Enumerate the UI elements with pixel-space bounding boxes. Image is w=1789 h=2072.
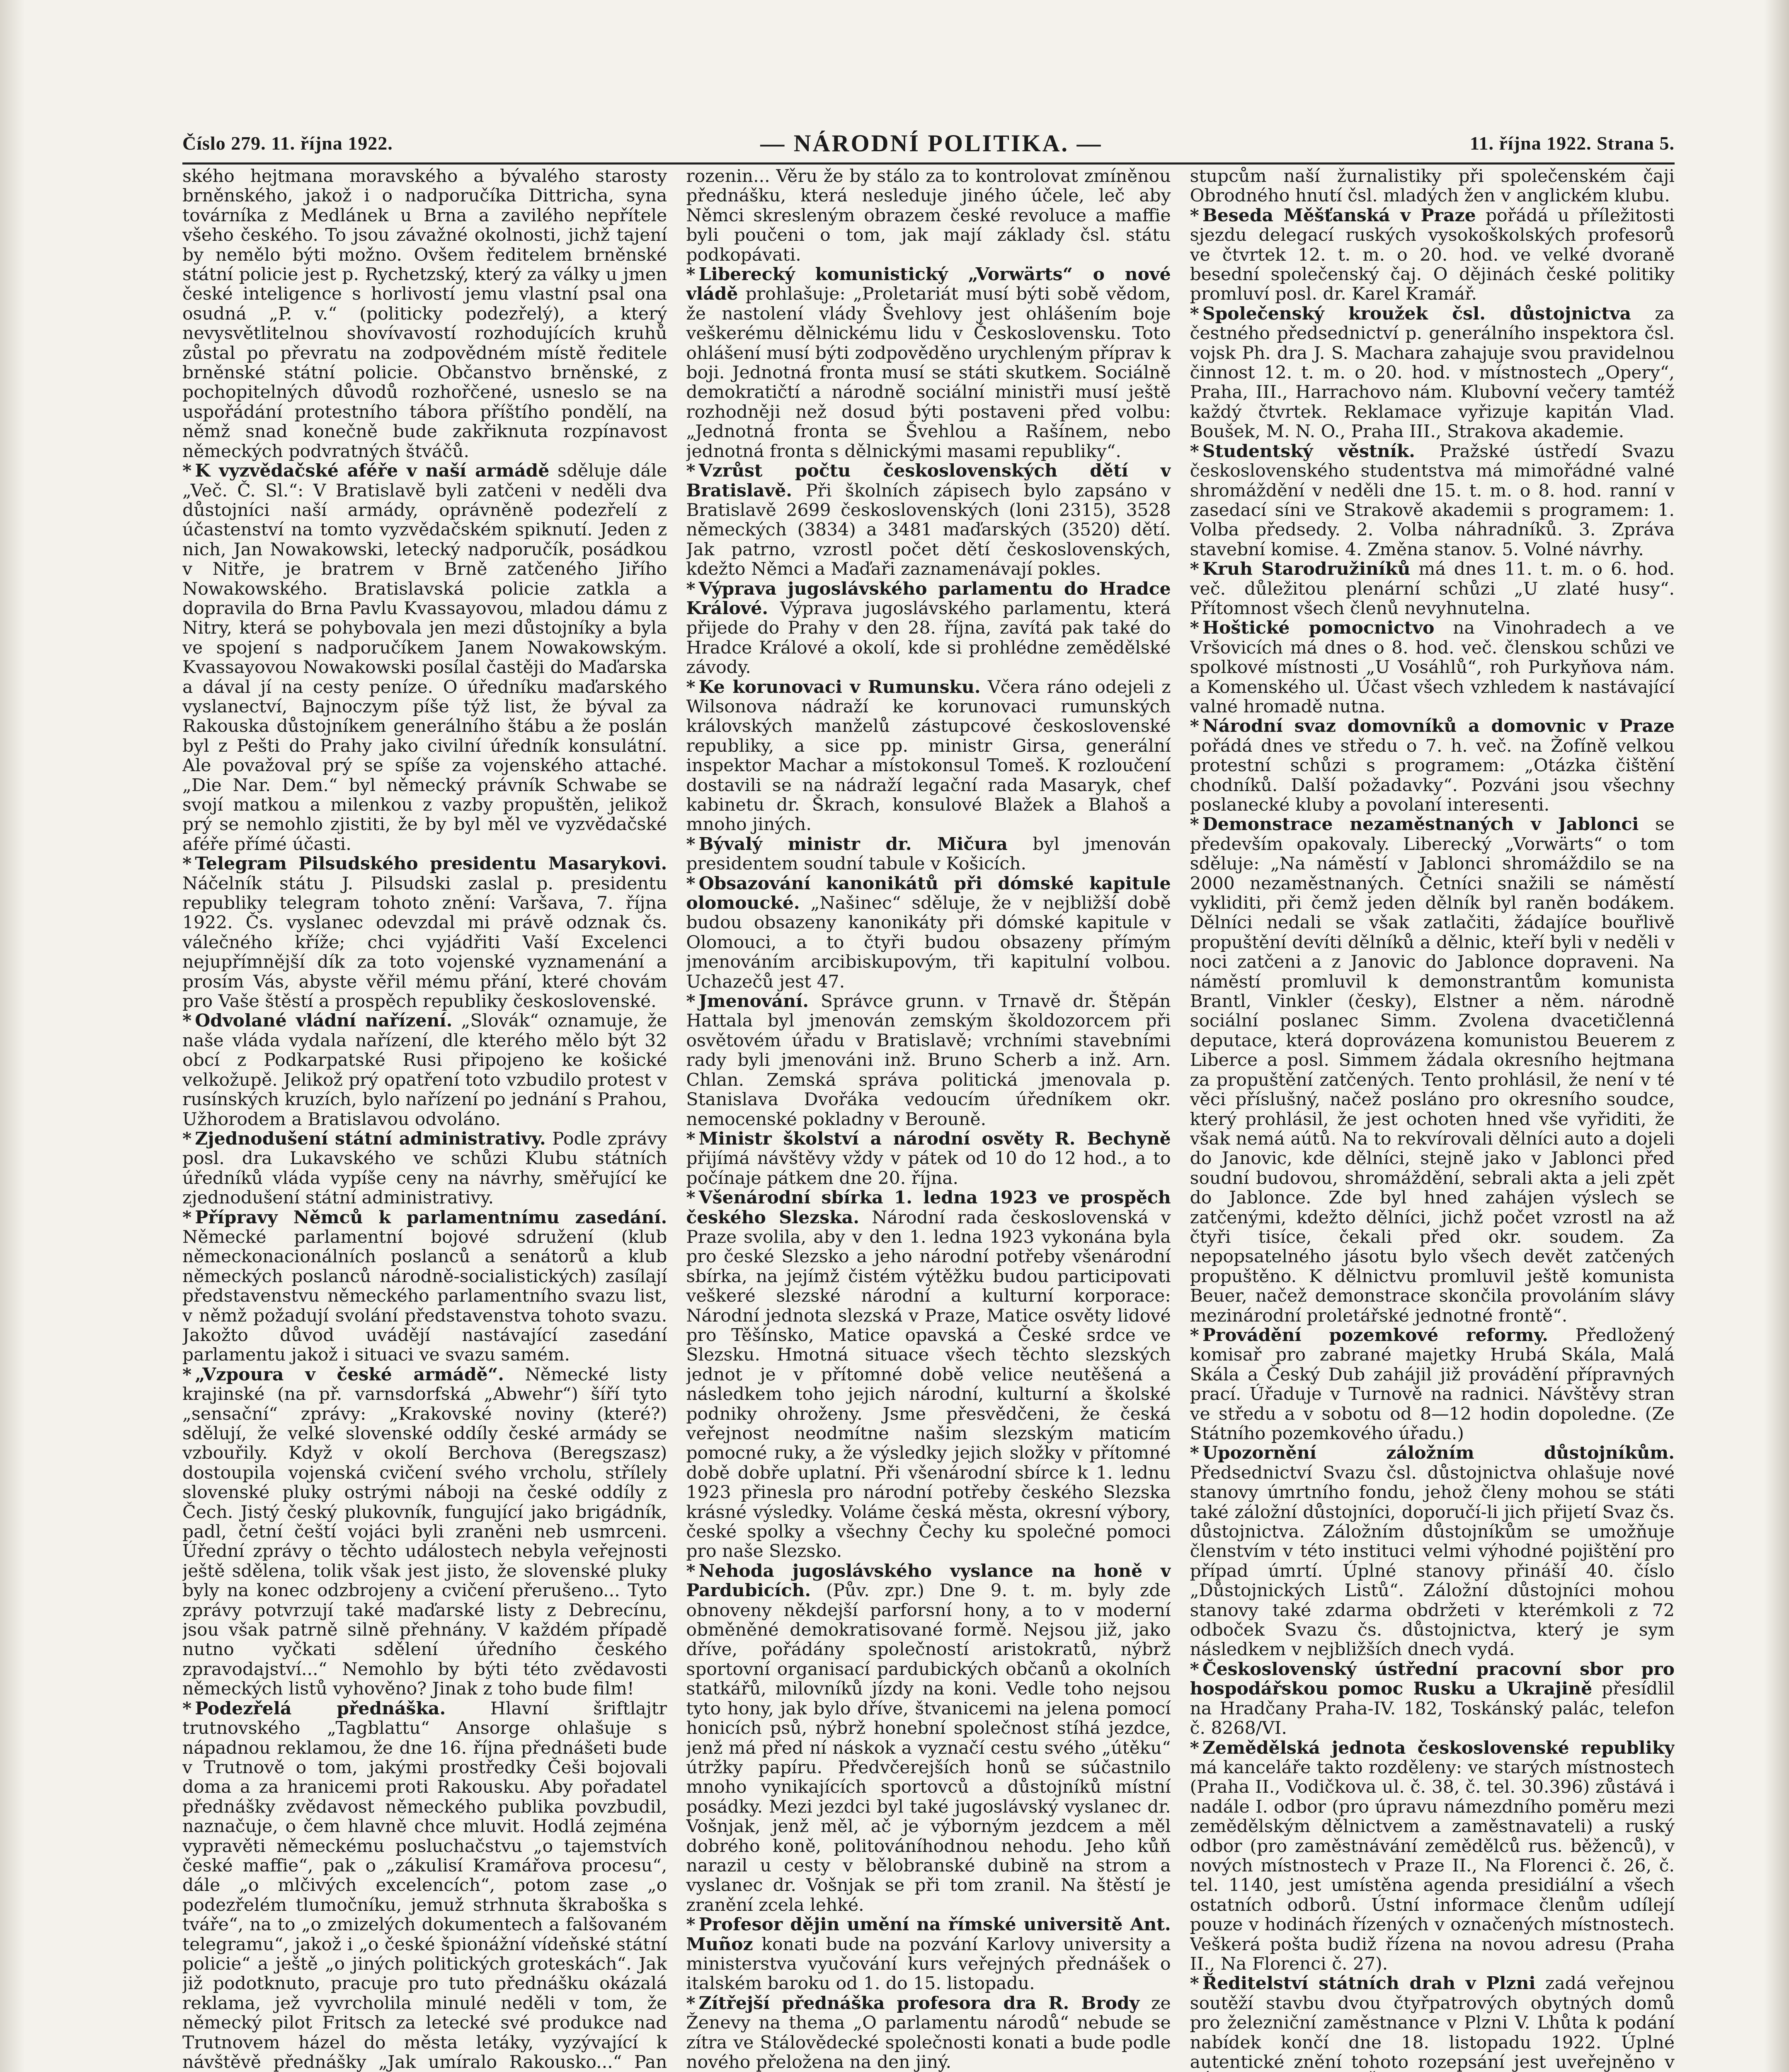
article-a1 <box>182 461 667 854</box>
article-headline: Nehoda jugoslávského vyslance na honě v Pardubicích. <box>686 1560 1171 1601</box>
column-2 <box>686 167 1171 2072</box>
date-and-page: 11. října 1922. Strana 5. <box>1470 132 1675 154</box>
article-a8 <box>686 167 1171 265</box>
article-headline: Beseda Měšťanská v Praze <box>1202 205 1476 226</box>
issue-number: Číslo 279. 11. října 1922. <box>182 132 393 154</box>
article-a35 <box>1190 1974 1675 2072</box>
article-headline: Bývalý ministr dr. Mičura <box>698 833 1008 854</box>
article-columns <box>182 167 1675 2072</box>
article-a14 <box>686 874 1171 992</box>
asterisk-icon: * <box>1190 617 1199 639</box>
asterisk-icon: * <box>182 460 192 482</box>
article-a33 <box>1190 1660 1675 1738</box>
article-headline: Zjednodušení státní administrativy. <box>195 1128 546 1149</box>
article-a19 <box>686 1915 1171 1994</box>
article-a32 <box>1190 1443 1675 1659</box>
asterisk-icon: * <box>182 853 192 874</box>
article-body: za čestného předsednictví p. generálního inspektora čsl. vojsk Ph. dra J. S. Machara zahajuje svou pravidelnou činnost 12. t. m. o 20. hod. v místnostech „Opery“, Praha, III., Harrachovo nám. Klubovní večery tamtéž každý čtvrtek. Reklamace vyřizuje kapitán Vlad. Boušek, M. N. O., Praha III., Strakova akademie. <box>1190 303 1675 442</box>
article-headline: Profesor dějin umění na římské universitě Ant. Muñoz <box>686 1914 1171 1955</box>
article-body: Předsednictví Svazu čsl. důstojnictva ohlašuje nové stanovy úmrtního fondu, jehož členy mohou se státi také záložní důstojníci, doporučí-li jich přijetí Svaz čs. důstojnictva. Záložním důstojníkům se umožňuje členstvím v této instituci velmi výhodné pojištění pro případ úmrtí. Úplné stanovy přináší 40. číslo „Důstojnických Listů“. Záložní důstojníci mohou stanovy také zdarma obdržeti v kterémkoli z 72 odboček Svazu čs. důstojnictva, který je sym následkem v nejbližších dnech vydá. <box>1190 1462 1675 1660</box>
article-headline: Provádění pozemkové reformy. <box>1202 1324 1549 1346</box>
article-headline: Vzrůst počtu československých dětí v Bratislavě. <box>686 460 1171 501</box>
asterisk-icon: * <box>1190 559 1199 580</box>
asterisk-icon: * <box>182 1010 192 1031</box>
article-body: Při školních zápisech bylo zapsáno v Bratislavě 2699 československých (loni 2315), 3528 německých (3834) a 3481 maďarských (3520) dětí. Jak patrno, vzrostl počet dětí československých, kdežto Němci a Maďaři zaznamenávají pokles. <box>686 480 1171 580</box>
scan-edge-right <box>1764 0 1789 2072</box>
article-headline: Zítřejší přednáška profesora dra R. Brody <box>698 1992 1140 2014</box>
article-headline: K vyzvědačské aféře v naší armádě <box>195 460 550 482</box>
article-headline: Upozornění záložním důstojníkům. <box>1202 1443 1675 1464</box>
article-a10 <box>686 461 1171 579</box>
article-body: se především opakovaly. Liberecký „Vorwärts“ o tom sděluje: „Na náměstí v Jablonci shromáždilo se na 2000 nezaměstnaných. Četníci snažili se náměstí vykliditi, při čemž jeden dělník byl raněn bodákem. Dělníci nedali se však zatlačiti, žádajíce bouřlivě propuštění devíti dělníků a dělnic, kteří byli v neděli v noci zatčeni a z Janovic do Jablonce dopraveni. Na náměstí promluvil k demonstrantům komunista Brantl, Vinkler (česky), Elstner a něm. národně sociální poslanec Simm. Zvolena dvacetičlenná deputace, která doprovázena komunistou Beuerem z Liberce a posl. Simmem žádala okresního hejtmana za propuštění zatčených. Tento prohlásil, že není v té věci příslušný, načež posláno pro okresního soudce, který prohlásil, že jest ochoten hned vše vyřiditi, že však nemá aútů. Na to rekvírovali dělníci auto a dojeli do Janovic, kde dělníci, stejně jako v Jablonci před soudní budovou, shromáždění, sebrali akta a jeli zpět do Jablonce. Zde byl hned zahájen výslech se zatčenými, kdežto dělníci, jichž počet vzrostl na až čtyři tisíce, čekali před okr. soudem. Za nepopsatelného jásotu bylo všech devět zatčených propuštěno. K dělnictvu promluvil ještě komunista Beuer, načež demonstrace skončila provoláním slávy mezinárodní proletářské jednotné frontě“. <box>1190 814 1675 1326</box>
scan-edge-left <box>0 0 25 2072</box>
article-a7 <box>182 1699 667 2072</box>
header-rule <box>182 162 1675 165</box>
article-body: (Pův. zpr.) Dne 9. t. m. byly zde obnoveny někdejší parforsní hony, a to v moderní obměněné demokratisované formě. Nejsou již, jako dříve, pořádány společností aristokratů, nýbrž sportovní organisací pardubických občanů a okolních statkářů, milovníků jízdy na koni. Vedle toho nejsou tyto hony, jak bylo dříve, štvanicemi na jelena pomocí honicích psů, nýbrž honební společnost stíhá jezdce, jenž má před ní náskok a vyznačí cestu svého „útěku“ útržky papíru. Předvčerejších honů se súčastnilo mnoho vynikajících sportovců a důstojníků místní posádky. Mezi jezdci byl také jugoslávský vyslanec dr. Vošnjak, jenž měl, ač je výborným jezdcem a měl dobrého koně, politováníhodnou nehodu. Jeho kůň narazil u cesty v bělobranské dubině na strom a vyslanec dr. Vošnjak se při tom zranil. Na štěstí je zranění zcela lehké. <box>686 1581 1171 1915</box>
article-body: rozenin... Věru že by stálo za to kontrolovat zmíněnou přednášku, která nesleduje jiného účele, leč aby Němci skresleným obrazem české revoluce a maffie byli poučeni o tom, jak mají základy čsl. státu podkopávati. <box>686 167 1171 265</box>
article-headline: Jmenování. <box>698 991 809 1012</box>
article-body: Podle zprávy posl. dra Lukavského ve schůzi Klubu státních úředníků vláda vypíše ceny na návrhy, směřující ke zjednodušení státní administrativy. <box>182 1128 667 1208</box>
article-a34 <box>1190 1738 1675 1974</box>
article-body: „Slovák“ oznamuje, že naše vláda vydala nařízení, dle kterého mělo být 32 obcí z Podkarpatské Rusi připojeno ke košické velkožupě. Jelikož prý opatření toto vzbudilo protest v rusínských kruzích, bylo nařízení po jednání s Prahou, Užhorodem a Bratislavou odvoláno. <box>182 1011 667 1130</box>
article-a24 <box>1190 206 1675 304</box>
article-a15 <box>686 992 1171 1129</box>
article-body: Správce grunn. v Trnavě dr. Štěpán Hattala byl jmenován zemským školdozorcem při osvětovém úřadu v Bratislavě; vrchními stavebními rady byli jmenováni inž. Bruno Scherb a inž. Arn. Chlan. Zemská správa politická jmenovala p. Stanislava Dvořáka vedoucím úředníkem okr. nemocenské pokladny v Berouně. <box>686 991 1171 1130</box>
article-body: ze Ženevy na thema „O parlamentu národů“ nebude se zítra ve Stálovědecké společnosti konati a bude podle nového přeložena na den jiný. <box>686 1993 1171 2072</box>
asterisk-icon: * <box>686 1992 696 2014</box>
article-body: sděluje dále „Več. Č. Sl.“: V Bratislavě byli zatčeni v neděli dva důstojníci naší armády, oprávněně podezřelí z účastenství na tomto vyzvědačském spiknutí. Jeden z nich, Jan Nowakowski, letecký nadporučík, posádkou v Nitře, je bratrem v Brně zatčeného Jiřího Nowakowského. Bratislavská policie zatkla a dopravila do Brna Pavlu Kvassayovou, mladou dámu z Nitry, která se pohybovala jen mezi důstojníky a byla ve spojení s nadporučíkem Janem Nowakowským. Kvassayovou Nowakowski posílal častěji do Maďarska a dával jí na cesty peníze. O úředníku maďarského vyslanectví, Bajnoczym píše týž list, že býval za Rakouska důstojníkem generálního štábu a že poslán byl z Pešti do Prahy jako civilní úředník konsulátní. Ale považoval prý se spíše za vojenského attaché. „Die Nar. Dem.“ byl německý právník Schwabe se svojí matkou a milenkou z vazby propuštěn, jelikož prý se nemohlo zjistiti, že by byl měl ve vyzvědačské aféře přímé účasti. <box>182 461 667 854</box>
article-body: má dnes 11. t. m. o 6. hod. več. důležitou plenární schůzi „U zlaté husy“. Přítomnost všech členů nevyhnutelna. <box>1190 559 1675 619</box>
article-body: pořádá dnes ve středu o 7. h. več. na Žofíně velkou protestní schůzi s programem: „Otázka čištění chodníků. Další požadavky“. Pozváni jsou všechny poslanecké kluby a povolaní interesenti. <box>1190 736 1675 815</box>
article-headline: Všenárodní sbírka 1. ledna 1923 ve prospěch českého Slezska. <box>686 1187 1171 1228</box>
asterisk-icon: * <box>686 1128 696 1149</box>
article-body: prohlašuje: „Proletariát musí býti sobě vědom, že nastolení vlády Švehlovy jest ohlášením boje veškerému dělnickému lidu v Československu. Toto ohlášení musí býti zodpověděno urychleným příprav k boji. Jednotná fronta musí se státi skutkem. Sociálně demokratičtí a národně sociální ministři musí ještě rozhodněji než dosud býti postaveni před volbu: „Jednotná fronta se Švehlou a Rašínem, nebo jednotná fronta s dělnickými masami republiky“. <box>686 284 1171 462</box>
column-1 <box>182 167 667 2072</box>
article-headline: „Vzpoura v české armádě“. <box>195 1364 504 1385</box>
article-a20 <box>686 1994 1171 2072</box>
article-headline: Kruh Starodružiníků <box>1202 559 1411 580</box>
article-headline: Obsazování kanonikátů při dómské kapitule olomoucké. <box>686 873 1171 914</box>
asterisk-icon: * <box>1190 1324 1199 1346</box>
asterisk-icon: * <box>686 1914 696 1935</box>
article-a17 <box>686 1188 1171 1561</box>
article-body: Německé parlamentní bojové sdružení (klub německonacionálních poslanců a senátorů a klub německých poslanců národně-socialistických) zasílají představenstvu německého parlamentního svazu list, v němž požadují svolání představenstva tohoto svazu. Jakožto důvod uvádějí nastávající zasedání parlamentu jakož i situaci ve svazu samém. <box>182 1227 667 1365</box>
asterisk-icon: * <box>1190 205 1199 226</box>
article-a0 <box>182 167 667 461</box>
article-a26 <box>1190 442 1675 559</box>
asterisk-icon: * <box>1190 303 1199 324</box>
asterisk-icon: * <box>1190 1443 1199 1464</box>
article-a27 <box>1190 559 1675 618</box>
asterisk-icon: * <box>1190 441 1199 462</box>
article-headline: Zemědělská jednota československé republiky <box>1202 1737 1675 1758</box>
newspaper-title: — NÁRODNÍ POLITIKA. — <box>760 129 1103 157</box>
article-a18 <box>686 1561 1171 1915</box>
asterisk-icon: * <box>686 264 696 285</box>
asterisk-icon: * <box>1190 716 1199 737</box>
article-body: stupcům naší žurnalistiky při společenském čaji Obrodného hnutí čsl. mladých žen v anglickém klubu. <box>1190 167 1675 206</box>
article-body: Národní rada československá v Praze svolila, aby v den 1. ledna 1923 vykonána byla pro české Slezsko a jeho národní potřeby všenárodní sbírka, na jejímž čistém výtěžku budou participovati veškeré slezské národní a kulturní korporace: Národní jednota slezská v Praze, Matice osvěty lidové pro Těšínsko, Matice opavská a České srdce ve Slezsku. Hmotná situace všech těchto slezských jednot je v přítomné době velice neutěšená a následkem toho jejich národní, kulturní a školské podniky ohroženy. Jsme přesvědčeni, že česká veřejnost neodmítne našim slezským maticím pomocné ruky, a že výsledky jejich složky v přítomné době dobře uplatní. Při všenárodní sbírce k 1. lednu 1923 přinesla pro národní potřeby českého Slezska krásné výsledky. Voláme česká města, okresní výbory, české spolky a všechny Čechy ku společné pomoci pro naše Slezsko. <box>686 1207 1171 1562</box>
article-headline: Demonstrace nezaměstnaných v Jablonci <box>1202 814 1639 835</box>
asterisk-icon: * <box>686 1560 696 1581</box>
article-headline: Ministr školství a národní osvěty R. Bechyně <box>698 1128 1171 1149</box>
article-body: pořádá u příležitosti sjezdu delegací ruských vysokoškolských profesorů ve čtvrtek 12. t. m. o 20. hod. ve velké dvoraně besední společenský čaj. O dějinách české politiky promluví posl. dr. Karel Kramář. <box>1190 205 1675 305</box>
article-a5 <box>182 1208 667 1365</box>
article-a28 <box>1190 618 1675 716</box>
article-body: Německé listy krajinské (na př. varnsdorfská „Abwehr“) šíří tyto „sensační“ zprávy: „Krakovské noviny (které?) sdělují, že velké slovenské oddíly české armády se vzbouřily. Když v okolí Berchova (Beregszasz) dostoupila vojenská cvičení svého vrcholu, střílely slovenské pluky ostrými náboji na české oddíly z Čech. Jistý český plukovník, fungující jako brigádník, padl, četní čeští vojáci byli zraněni neb usmrceni. Úřední zprávy o těchto událostech nebyla veřejnosti ještě sdělena, tolik však jest jisto, že slovenské pluky byly na konec odzbrojeny a cvičení přerušeno... Tyto zprávy potvrzují také maďarské listy z Debrecínu, jsou však patrně silně přehnány. V každém případě nutno vyčkati sdělení úředního českého zpravodajství...“ Nemohlo by býti této zvědavosti německých listů vyhověno? Jinak z toho bude film! <box>182 1364 667 1699</box>
article-headline: Společenský kroužek čsl. důstojnictva <box>1202 303 1631 324</box>
article-a23 <box>1190 167 1675 206</box>
article-body: přesídlil na Hradčany Praha-IV. 182, Toskánský palác, telefon č. 8268/VI. <box>1190 1679 1675 1739</box>
article-a12 <box>686 678 1171 835</box>
asterisk-icon: * <box>1190 814 1199 835</box>
article-headline: Telegram Pilsudského presidentu Masarykovi. <box>195 853 667 874</box>
asterisk-icon: * <box>182 1698 192 1719</box>
article-a16 <box>686 1129 1171 1188</box>
asterisk-icon: * <box>1190 1658 1199 1680</box>
article-a13 <box>686 835 1171 874</box>
article-headline: Hoštické pomocnictvo <box>1202 617 1435 639</box>
article-headline: Studentský věstník. <box>1202 441 1415 462</box>
article-headline: Odvolané vládní nařízení. <box>195 1010 453 1031</box>
article-body: byl jmenován presidentem soudní tabule v Košicích. <box>686 834 1171 874</box>
asterisk-icon: * <box>686 833 696 854</box>
article-body: Pražské ústředí Svazu československého studentstva má mimořádné valné shromáždění v neděli dne 15. t. m. o 8. hod. ranní v zasedací síni ve Strakově akademii s programem: 1. Volba předsedy. 2. Volba náhradníků. 3. Zpráva stavební komise. 4. Změna stanov. 5. Volné návrhy. <box>1190 441 1675 560</box>
article-a29 <box>1190 716 1675 815</box>
article-body: Včera ráno odejeli z Wilsonova nádraží ke korunovaci rumunských královských manželů zástupcové československé republiky, a sice pp. ministr Girsa, generální inspektor Machar a místokonsul Tomeš. K rozloučení dostavili se na nádraží legační rada Masaryk, chef kabinetu dr. Škrach, konsulové Blažek a Blahoš a mnoho jiných. <box>686 677 1171 835</box>
article-body: Předložený komisař pro zabrané majetky Hrubá Skála, Malá Skála a Český Dub zahájil již provádění přípravných prací. Úřaduje v Turnově na radnici. Návštěvy stran ve středu a v sobotu od 8—12 hodin dopoledne. (Ze Státního pozemkového úřadu.) <box>1190 1325 1675 1444</box>
article-headline: Liberecký komunistický „Vorwärts“ o nové vládě <box>686 264 1171 305</box>
article-a25 <box>1190 304 1675 442</box>
article-body: ského hejtmana moravského a bývalého starosty brněnského, jakož i o nadporučíka Dittricha, syna továrníka z Medlánek u Brna a zavilého nepřítele všeho českého. To jsou závažné okolnosti, jichž tajení by nemělo býti možno. Ovšem ředitelem brněnské státní policie jest p. Rychetzský, který za války u jmen české inteligence s horlivostí jemu vlastní psal ona osudná „P. v.“ (politicky podezřelý), a který nevysvětlitelnou shovívavostí rozhodujících kruhů zůstal po převratu na zodpovědném místě ředitele brněnské státní policie. Občanstvo brněnské, z pochopitelných důvodů rozhořčené, usneslo se na uspořádání protestního tábora příštího pondělí, na němž snad konečně bude zakřiknuta rozpínavost německých podvratných štváčů. <box>182 167 667 462</box>
article-body: přijímá návštěvy vždy v pátek od 10 do 12 hod., a to počínaje pátkem dne 20. října. <box>686 1148 1171 1188</box>
article-headline: Československý ústřední pracovní sbor pro hospodářskou pomoc Rusku a Ukrajině <box>1190 1658 1675 1699</box>
asterisk-icon: * <box>686 873 696 894</box>
article-headline: Podezřelá přednáška. <box>195 1698 446 1719</box>
article-body: konati bude na pozvání Karlovy university a ministerstva vyučování kurs veřejných přednášek o italském baroku od 1. do 15. listopadu. <box>686 1934 1171 1994</box>
article-headline: Národní svaz domovníků a domovnic v Praze <box>1202 716 1675 737</box>
article-headline: Ke korunovaci v Rumunsku. <box>698 676 981 697</box>
article-body: na Vinohradech a ve Vršovicích má dnes o 8. hod. več. členskou schůzi ve spolkové místnosti „U Vosáhlů“, roh Purkyňova nám. a Komenského ul. Účast všech vzhledem k nastávající valné hromadě nutna. <box>1190 618 1675 717</box>
article-a31 <box>1190 1326 1675 1443</box>
asterisk-icon: * <box>686 1187 696 1208</box>
asterisk-icon: * <box>686 460 696 482</box>
article-a11 <box>686 579 1171 678</box>
asterisk-icon: * <box>182 1364 192 1385</box>
article-a6 <box>182 1365 667 1699</box>
asterisk-icon: * <box>182 1128 192 1149</box>
asterisk-icon: * <box>686 578 696 599</box>
article-body: Hlavní šriftlajtr trutnovského „Tagblattu“ Ansorge ohlašuje s nápadnou reklamou, že dne 16. října přednášeti bude v Trutnově o tom, jakými prostředky Češi bojovali doma a za hranicemi proti Rakousku. Aby pořadatel přednášky zvědavost německého publika povzbudil, naznačuje, o čem hlavně chce mluvit. Hodlá zejména vypravěti německému posluchačstvu „o tajemstvích české maffie“, pak o „zákulisí Kramářova procesu“, dále „o mlčivých excelencích“, potom zase „o podezřelém tlumočníku, jemuž strhnuta škraboška s tváře“, na to „o zmizelých dokumentech a falšovaném telegramu“, jakož i „o české špionážní vídeňské státní policie“ a ještě „o jiných politických groteskách“. Jak již podotknuto, pracuje pro tuto přednášku okázalá reklama, jež vyvrcholila minulé neděli v tom, že německý pilot Fritsch za letecké své produkce nad Trutnovem házel do města letáky, vyzývající k návštěvě přednášky „Jak umíralo Rakousko...“ Pan <box>182 1698 667 2072</box>
article-body: Výprava jugoslávského parlamentu, která přijede do Prahy v den 28. října, zavítá pak také do Hradce Králové a okolí, kde si prohlédne zemědělské závody. <box>686 598 1171 678</box>
article-body: Náčelník státu J. Pilsudski zaslal p. presidentu republiky telegram tohoto znění: Varšava, 7. října 1922. Čs. vyslanec odevzdal mi právě odznak čs. válečného kříže; chci vyjádřiti Vaší Excelenci nejupřímnější dík za toto vojenské vyznamenání a prosím Vás, abyste věřil mému přání, které chovám pro Vaše štěstí a prospěch republiky československé. <box>182 873 667 1012</box>
article-headline: Výprava jugoslávského parlamentu do Hradce Králové. <box>686 578 1171 619</box>
article-a30 <box>1190 815 1675 1326</box>
page-header <box>182 124 1675 162</box>
article-a9 <box>686 265 1171 461</box>
article-body: „Našinec“ sděluje, že v nejbližší době budou obsazeny kanonikáty při dómské kapitule v Olomouci, a to čtyři budou obsazeny přímým jmenováním arcibiskupovým, tři kapitulní volbou. Uchazečů jest 47. <box>686 893 1171 992</box>
article-a2 <box>182 854 667 1011</box>
article-headline: Ředitelství státních drah v Plzni <box>1202 1973 1536 1994</box>
asterisk-icon: * <box>182 1207 192 1228</box>
article-body: má kanceláře takto rozděleny: ve starých místnostech (Praha II., Vodičkova ul. č. 38, č. tel. 30.396) zůstává i nadále I. odbor (pro úpravu námezdního poměru mezi zemědělským dělnictvem a zaměstnavateli) a ruský odbor (pro zaměstnávání zemědělců rus. běženců), v nových místnostech v Praze II., Na Florenci č. 26, č. tel. 1140, jest umístěna agenda presidiální a všech ostatních odborů. Ústní informace členům udílejí pouze v hodinách řízených v označených místnostech. Veškerá pošta budiž řízena na novou adresu (Praha II., Na Florenci č. 27). <box>1190 1757 1675 1974</box>
article-a4 <box>182 1129 667 1208</box>
asterisk-icon: * <box>686 991 696 1012</box>
article-headline: Přípravy Němců k parlamentnímu zasedání. <box>195 1207 667 1228</box>
article-body: zadá veřejnou soutěží stavbu dvou čtyřpatrových obytných domů pro železniční zaměstnance v Plzni V. Lhůta k podání nabídek končí dne 18. listopadu 1922. Úplné autentické znění tohoto rozepsání jest uveřejněno v <box>1190 1973 1675 2072</box>
column-3 <box>1190 167 1675 2072</box>
asterisk-icon: * <box>686 676 696 697</box>
asterisk-icon: * <box>1190 1973 1199 1994</box>
asterisk-icon: * <box>1190 1737 1199 1758</box>
article-a3 <box>182 1011 667 1129</box>
